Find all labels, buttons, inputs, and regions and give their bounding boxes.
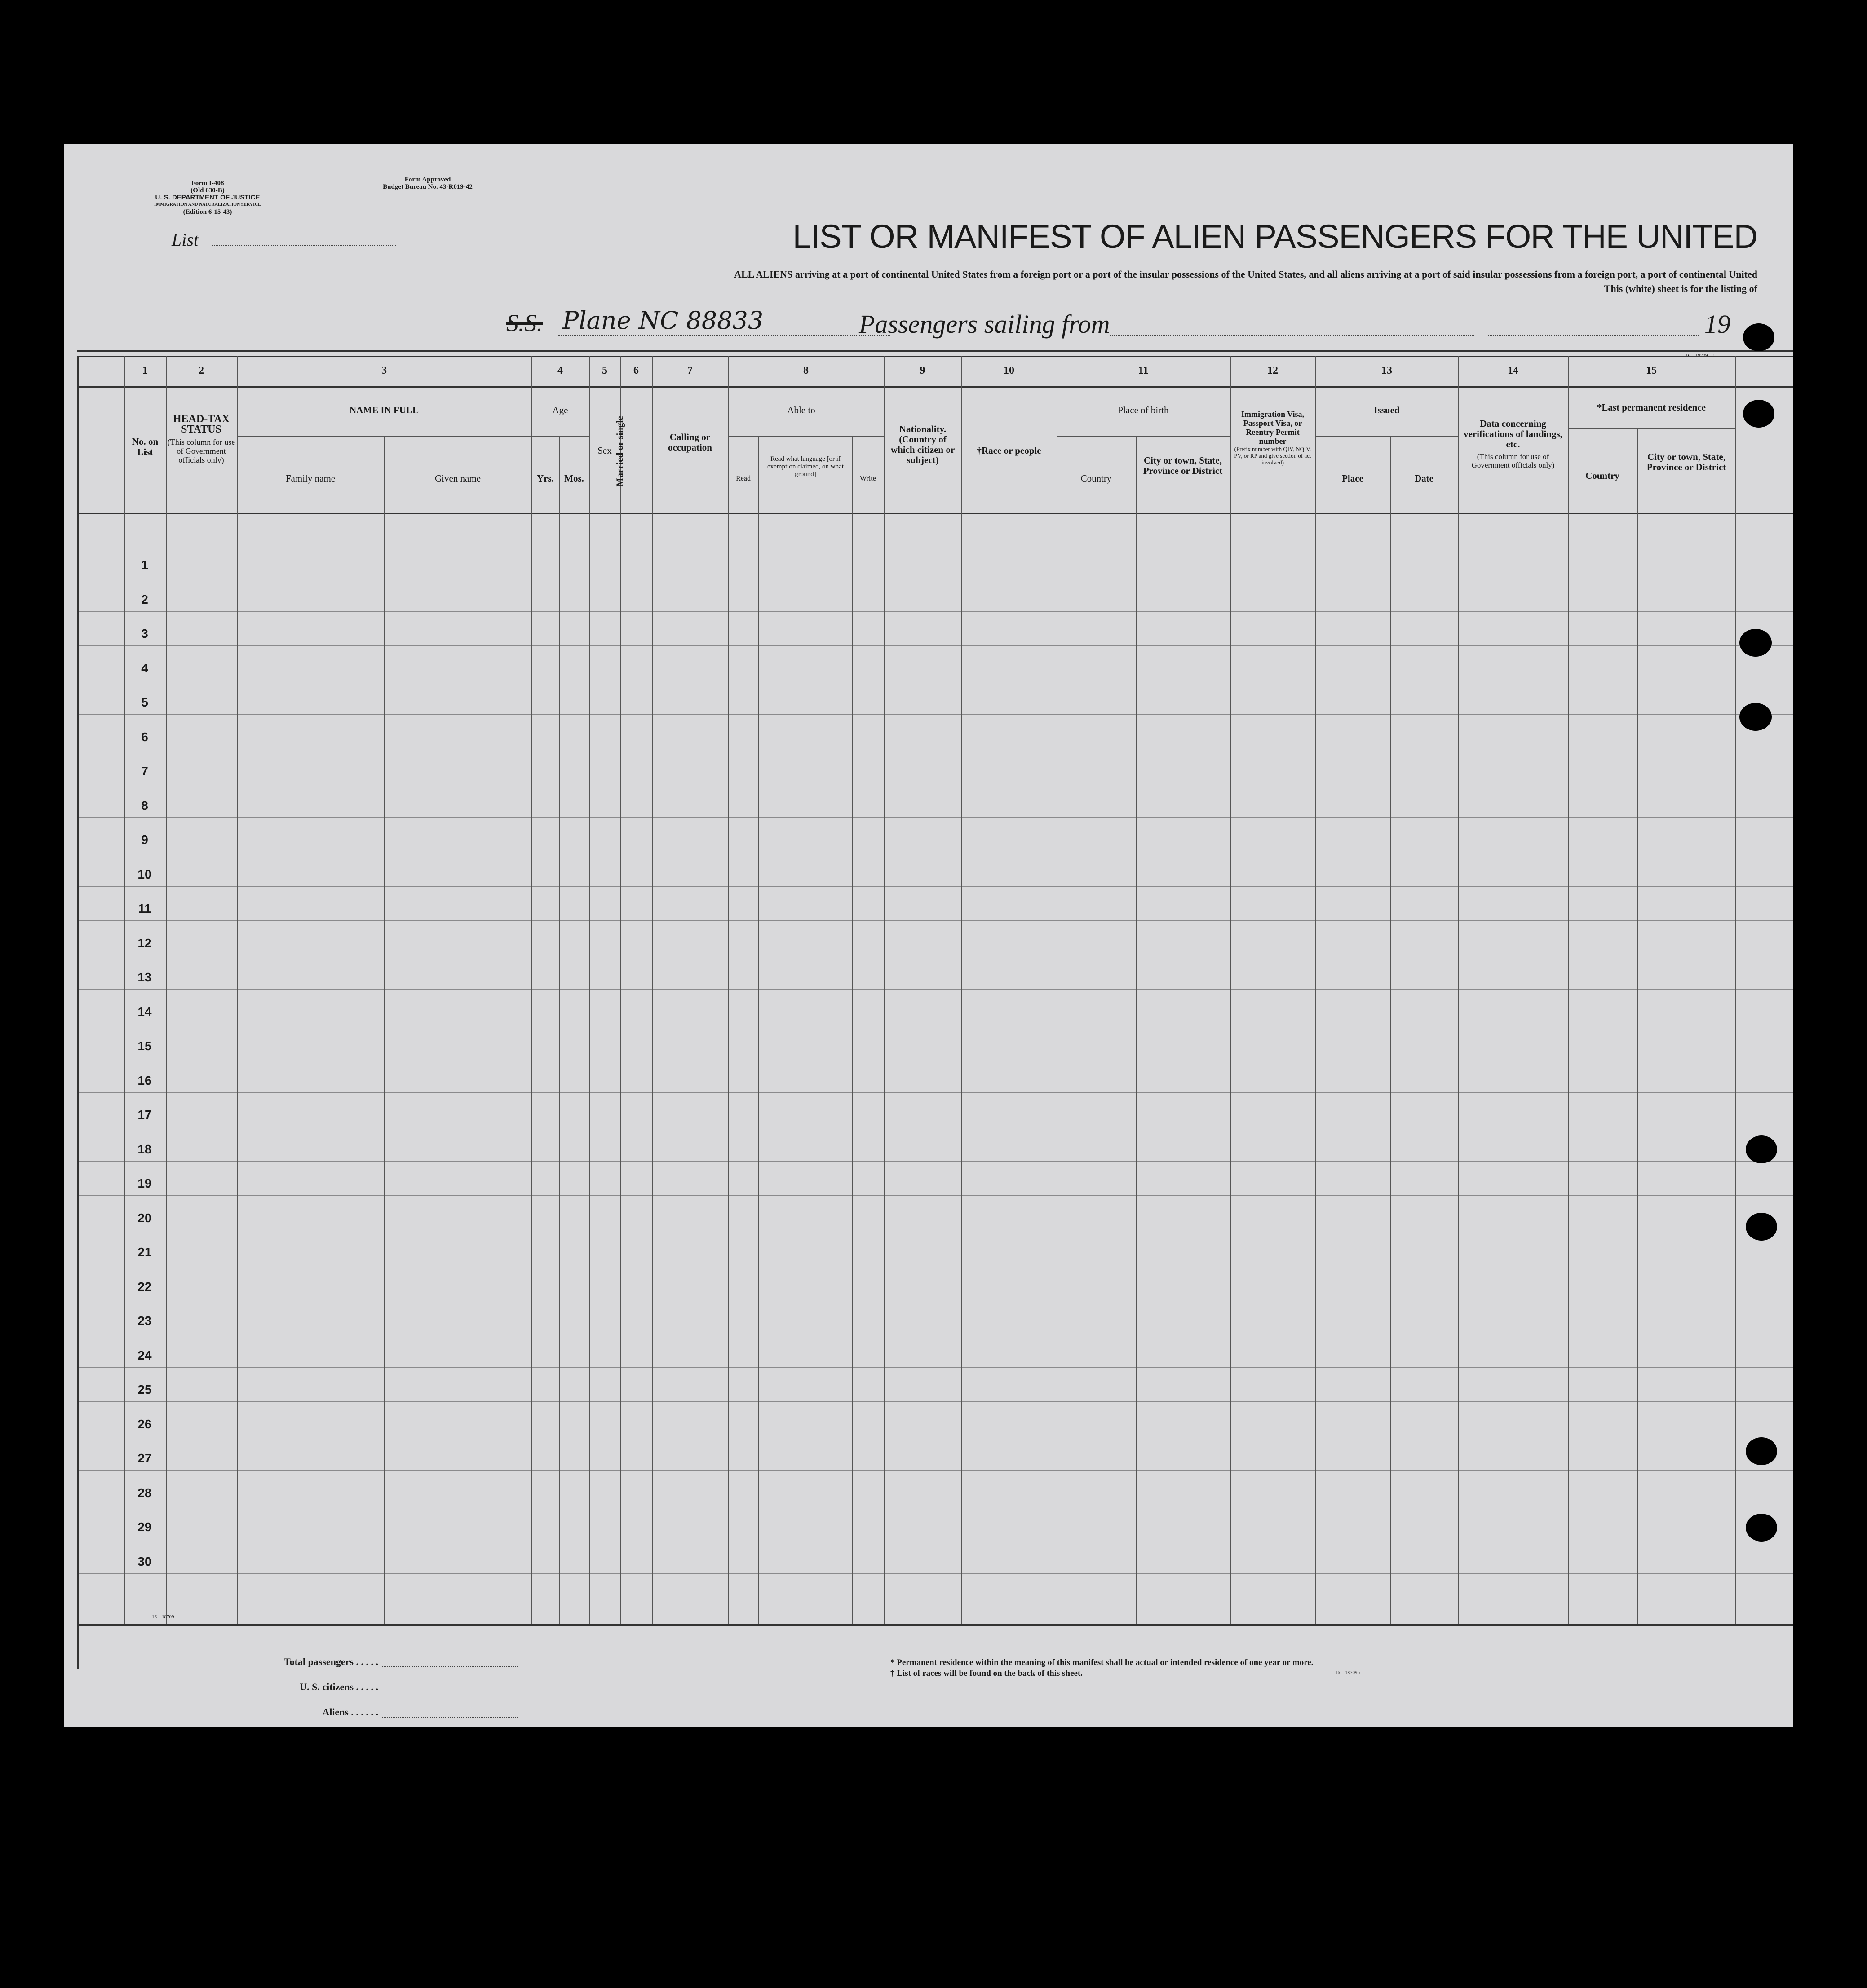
row-rule xyxy=(77,1470,1793,1471)
table-right-border xyxy=(1735,356,1736,1624)
table-bottom-rule xyxy=(77,1624,1793,1626)
row-rule xyxy=(77,1573,1793,1574)
form-number-block xyxy=(145,180,270,216)
able-subheader-rule xyxy=(728,436,884,437)
row-rule xyxy=(77,645,1793,646)
binder-hole xyxy=(1746,1437,1777,1465)
row-number: 25 xyxy=(137,1383,152,1396)
header-visa-note: (Prefix number with QIV, NQIV, PV, or RP and give section of act involved) xyxy=(1234,446,1311,466)
colnum-11: 11 xyxy=(1138,365,1149,376)
print-code-top: 16—18709—1 xyxy=(1686,353,1715,358)
row-rule xyxy=(77,611,1793,612)
col2-right xyxy=(166,356,167,1624)
row-number: 15 xyxy=(137,1039,152,1053)
header-verifications-block xyxy=(1462,419,1564,469)
colnum-6: 6 xyxy=(633,365,639,376)
header-residence-country: Country xyxy=(1585,470,1619,481)
colnum-12: 12 xyxy=(1267,365,1278,376)
row-rule xyxy=(77,714,1793,715)
row-number: 14 xyxy=(137,1004,152,1019)
header-issued: Issued xyxy=(1374,405,1400,415)
row-rule xyxy=(77,817,1793,818)
us-citizens-row xyxy=(230,1674,518,1700)
colnum-1: 1 xyxy=(142,365,148,376)
print-code-footer: 16—18709b xyxy=(1335,1670,1360,1675)
header-age-mos: Mos. xyxy=(564,473,584,484)
col5-left xyxy=(589,356,590,1624)
binder-hole xyxy=(1739,629,1772,657)
manifest-table xyxy=(64,356,1793,1669)
col7-left xyxy=(652,356,653,1624)
col13-left xyxy=(1315,356,1316,1624)
col15-left xyxy=(1568,356,1569,1624)
table-left-border xyxy=(77,356,79,1669)
year-prefix: 19 xyxy=(1704,309,1730,339)
manifest-subtitle-2: This (white) sheet is for the listing of xyxy=(1604,283,1757,294)
us-citizens-label: U. S. citizens . . . . . xyxy=(300,1681,378,1692)
aliens-field[interactable] xyxy=(382,1700,518,1718)
aliens-row xyxy=(230,1700,518,1725)
budget-bureau: Budget Bureau No. 43-R019-42 xyxy=(383,183,473,190)
binder-hole xyxy=(1743,400,1774,428)
row-number: 26 xyxy=(137,1417,152,1431)
footnote-races: † List of races will be found on the back of this sheet. xyxy=(890,1669,1083,1678)
row-number: 1 xyxy=(141,558,148,572)
row-number: 13 xyxy=(137,970,152,984)
header-residence-city: City or town, State, Province or District xyxy=(1646,451,1726,473)
col12-left xyxy=(1230,356,1231,1624)
header-no-on-list: No. on List xyxy=(132,436,159,457)
table-top-rule xyxy=(77,356,1793,357)
row-number: 11 xyxy=(138,901,151,915)
list-number-field[interactable] xyxy=(212,245,396,246)
row-number: 18 xyxy=(137,1142,152,1156)
header-sex: Sex xyxy=(597,445,612,456)
row-number: 8 xyxy=(141,798,148,813)
read-lang-divider xyxy=(758,436,759,1624)
header-age: Age xyxy=(552,405,568,415)
total-passengers-row xyxy=(230,1649,518,1674)
header-verifications-note: (This column for use of Government officials only) xyxy=(1471,452,1555,469)
lang-write-divider xyxy=(852,436,853,1624)
row-rule xyxy=(77,1092,1793,1093)
manifest-title: LIST OR MANIFEST OF ALIEN PASSENGERS FOR THE UNITED xyxy=(792,218,1757,255)
header-married-single: Married or single xyxy=(614,416,625,487)
header-issued-place: Place xyxy=(1342,473,1363,484)
header-issued-date: Date xyxy=(1415,473,1433,484)
header-birth-city: City or town, State, Province or District xyxy=(1143,455,1223,476)
header-family-name: Family name xyxy=(285,473,336,484)
row-number: 27 xyxy=(137,1451,152,1465)
department-name: U. S. DEPARTMENT OF JUSTICE xyxy=(155,194,260,201)
binder-hole xyxy=(1746,1135,1777,1163)
aliens-label: Aliens . . . . . . xyxy=(322,1706,378,1718)
binder-hole xyxy=(1739,703,1772,731)
col10-left xyxy=(961,356,962,1624)
header-head-tax-title: HEAD-TAX STATUS xyxy=(173,413,230,435)
issued-place-date-divider xyxy=(1390,436,1391,1624)
row-number: 17 xyxy=(137,1108,152,1122)
header-rule-top xyxy=(77,350,1793,352)
header-visa: Immigration Visa, Passport Visa, or Reentry Permit number xyxy=(1241,410,1304,446)
header-verifications: Data concerning verifications of landings, etc. xyxy=(1464,418,1562,450)
row-rule xyxy=(77,989,1793,990)
header-nationality: Nationality. (Country of which citizen or subject) xyxy=(890,424,955,465)
total-passengers-label: Total passengers . . . . . xyxy=(283,1656,378,1667)
list-label: List xyxy=(172,230,199,250)
row-number: 23 xyxy=(137,1314,152,1328)
row-number: 9 xyxy=(141,833,148,847)
print-code-bottom: 16—18709 xyxy=(152,1614,174,1620)
row-number: 19 xyxy=(137,1176,152,1190)
row-number: 2 xyxy=(141,592,148,606)
row-rule xyxy=(77,920,1793,921)
header-head-tax-note: (This column for use of Government officials only) xyxy=(167,437,235,464)
header-calling-occupation: Calling or occupation xyxy=(668,432,712,453)
colnum-13: 13 xyxy=(1381,365,1392,376)
manifest-subtitle-1: ALL ALIENS arriving at a port of continental United States from a foreign port or a port of the insular possessions of the United States, and all aliens arriving at a port of said insular possessions from a foreign port, a port of continental United xyxy=(734,269,1757,280)
vessel-name-handwritten[interactable]: Plane NC 88833 xyxy=(562,306,764,335)
header-head-tax xyxy=(166,414,237,464)
form-number: Form I-408 xyxy=(191,180,224,187)
header-last-residence: *Last permanent residence xyxy=(1597,402,1706,413)
row-number: 28 xyxy=(137,1485,152,1500)
row-rule xyxy=(77,1195,1793,1196)
row-number: 29 xyxy=(137,1520,152,1534)
header-write: Write xyxy=(860,475,876,482)
row-number: 30 xyxy=(137,1554,152,1568)
totals-block xyxy=(230,1649,518,1725)
colnum-9: 9 xyxy=(920,365,925,376)
row-number: 20 xyxy=(137,1210,152,1225)
binder-hole xyxy=(1743,323,1774,351)
total-passengers-field[interactable] xyxy=(382,1649,518,1667)
header-birth-country: Country xyxy=(1080,473,1112,484)
footnote-residence: * Permanent residence within the meaning of this manifest shall be actual or intended residence of one year or more. xyxy=(890,1658,1314,1667)
row-number: 3 xyxy=(141,627,148,641)
residence-country-city-divider xyxy=(1637,428,1638,1624)
header-age-yrs: Yrs. xyxy=(537,473,554,484)
header-name-in-full: NAME IN FULL xyxy=(349,405,419,415)
row-rule xyxy=(77,1367,1793,1368)
row-number: 24 xyxy=(137,1348,152,1362)
header-place-of-birth: Place of birth xyxy=(1118,405,1169,415)
approval-block xyxy=(360,176,495,190)
edition-date: (Edition 6-15-43) xyxy=(183,208,232,216)
form-approved: Form Approved xyxy=(404,176,451,183)
col8-left xyxy=(728,356,729,1624)
colnum-3: 3 xyxy=(381,365,387,376)
col6-left xyxy=(620,356,621,1624)
col9-left xyxy=(884,356,885,1624)
sailing-date-field[interactable] xyxy=(1488,335,1699,336)
header-race: †Race or people xyxy=(977,445,1041,456)
colnum-8: 8 xyxy=(803,365,809,376)
header-visa-block xyxy=(1232,410,1314,466)
binder-hole xyxy=(1746,1514,1777,1542)
residence-subheader-rule xyxy=(1568,428,1735,429)
header-bottom-rule xyxy=(77,513,1793,514)
colnum-15: 15 xyxy=(1646,365,1657,376)
row-number: 16 xyxy=(137,1073,152,1087)
row-number: 21 xyxy=(137,1245,152,1259)
us-citizens-field[interactable] xyxy=(382,1674,518,1692)
colnum-7: 7 xyxy=(687,365,693,376)
colnum-5: 5 xyxy=(602,365,607,376)
row-number: 4 xyxy=(141,661,148,675)
row-number: 22 xyxy=(137,1279,152,1294)
manifest-sheet xyxy=(64,144,1793,1727)
col4-left xyxy=(531,356,532,1624)
header-read-language: Read what language [or if exemption claimed, on what ground] xyxy=(767,455,844,478)
binder-hole xyxy=(1746,1213,1777,1241)
row-number: 5 xyxy=(141,695,148,709)
birth-subheader-rule xyxy=(1057,436,1230,437)
row-number: 10 xyxy=(137,867,152,881)
issued-subheader-rule xyxy=(1315,436,1458,437)
colnum-4: 4 xyxy=(557,365,563,376)
age-subheader-rule xyxy=(531,436,589,437)
row-rule xyxy=(77,886,1793,887)
colnum-10: 10 xyxy=(1004,365,1014,376)
colnum-2: 2 xyxy=(199,365,204,376)
header-read: Read xyxy=(736,475,751,482)
row-number: 7 xyxy=(141,764,148,778)
colnum-14: 14 xyxy=(1508,365,1518,376)
col1-right xyxy=(124,356,125,1624)
column-number-rule xyxy=(77,386,1793,388)
header-able-to: Able to— xyxy=(787,405,825,415)
old-form-number: (Old 630-B) xyxy=(190,187,225,194)
col3-left xyxy=(237,356,238,1624)
birth-country-city-divider xyxy=(1136,436,1137,1624)
row-rule xyxy=(77,1161,1793,1162)
row-number: 6 xyxy=(141,729,148,744)
col14-left xyxy=(1458,356,1459,1624)
family-given-divider xyxy=(384,436,385,1624)
sailing-from-label: Passengers sailing from xyxy=(859,309,1110,339)
row-number: 12 xyxy=(137,936,152,950)
header-given-name: Given name xyxy=(434,473,481,484)
service-name: IMMIGRATION AND NATURALIZATION SERVICE xyxy=(154,202,261,207)
row-rule xyxy=(77,1401,1793,1402)
footnotes xyxy=(890,1657,1313,1679)
ss-label: S.S. xyxy=(506,309,543,336)
sailing-from-field[interactable] xyxy=(1110,335,1474,336)
yrs-mos-divider xyxy=(559,436,560,1624)
vessel-name-underline xyxy=(558,335,890,336)
